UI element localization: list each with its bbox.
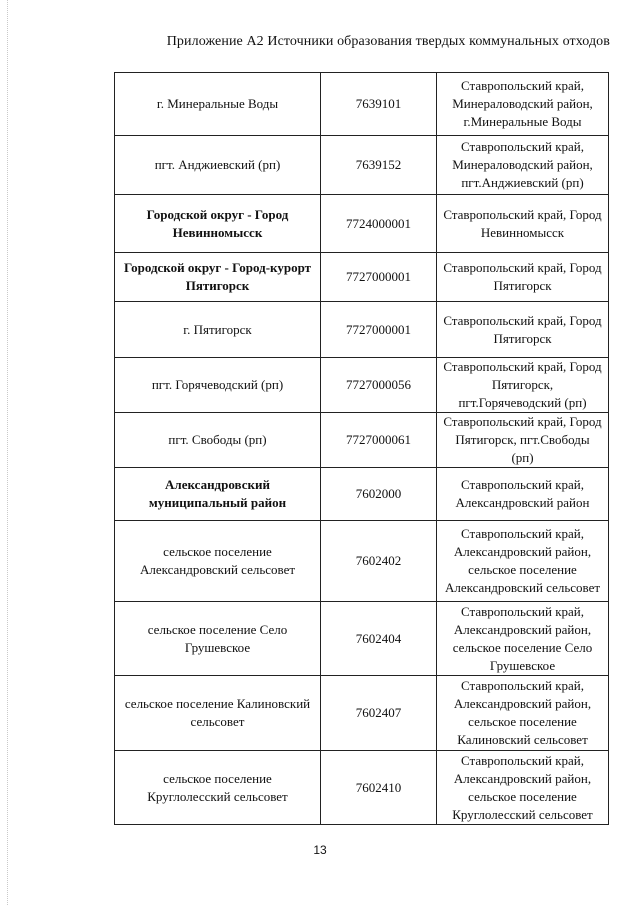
municipality-name-cell: пгт. Свободы (рп) (115, 413, 321, 468)
oktmo-code-cell: 7639101 (321, 73, 437, 136)
municipality-name-cell: Городской округ - Город Невинномысск (115, 195, 321, 253)
municipality-name-cell: сельское поселение Александровский сельсовет (115, 521, 321, 602)
table-row (115, 73, 609, 136)
address-cell: Ставропольский край, Минераловодский район, пгт.Анджиевский (рп) (437, 136, 609, 195)
oktmo-code-cell: 7727000056 (321, 358, 437, 413)
address-cell: Ставропольский край, Александровский район, сельское поселение Село Грушевское (437, 602, 609, 676)
oktmo-code-cell: 7602410 (321, 751, 437, 825)
municipality-name-cell: пгт. Горячеводский (рп) (115, 358, 321, 413)
municipality-name-cell: Александровский муниципальный район (115, 468, 321, 521)
page-edge-line (7, 0, 8, 905)
address-cell: Ставропольский край, Город Пятигорск (437, 302, 609, 358)
oktmo-code-cell: 7724000001 (321, 195, 437, 253)
page-number: 13 (313, 843, 327, 857)
address-cell: Ставропольский край, Александровский район (437, 468, 609, 521)
address-cell: Ставропольский край, Александровский район, сельское поселение Калиновский сельсовет (437, 676, 609, 751)
table-row (115, 302, 609, 358)
address-cell: Ставропольский край, Город Невинномысск (437, 195, 609, 253)
table-row (115, 195, 609, 253)
oktmo-code-cell: 7602407 (321, 676, 437, 751)
oktmo-code-cell: 7602404 (321, 602, 437, 676)
address-cell: Ставропольский край, Город Пятигорск, пгт.Свободы (рп) (437, 413, 609, 468)
municipality-name-cell: пгт. Анджиевский (рп) (115, 136, 321, 195)
sources-table (114, 72, 609, 825)
municipality-name-cell: г. Минеральные Воды (115, 73, 321, 136)
table-row (115, 468, 609, 521)
address-cell: Ставропольский край, Город Пятигорск (437, 253, 609, 302)
oktmo-code-cell: 7602402 (321, 521, 437, 602)
oktmo-code-cell: 7602000 (321, 468, 437, 521)
municipality-name-cell: сельское поселение Круглолесский сельсовет (115, 751, 321, 825)
address-cell: Ставропольский край, Александровский район, сельское поселение Александровский сельсовет (437, 521, 609, 602)
oktmo-code-cell: 7727000001 (321, 253, 437, 302)
oktmo-code-cell: 7727000001 (321, 302, 437, 358)
oktmo-code-cell: 7727000061 (321, 413, 437, 468)
table-row (115, 253, 609, 302)
address-cell: Ставропольский край, Александровский район, сельское поселение Круглолесский сельсовет (437, 751, 609, 825)
table-row (115, 358, 609, 413)
address-cell: Ставропольский край, Минераловодский район, г.Минеральные Воды (437, 73, 609, 136)
oktmo-code-cell: 7639152 (321, 136, 437, 195)
table-row (115, 136, 609, 195)
table-row (115, 751, 609, 825)
table-row (115, 676, 609, 751)
sources-table-body (115, 73, 609, 825)
table-row (115, 413, 609, 468)
address-cell: Ставропольский край, Город Пятигорск, пгт.Горячеводский (рп) (437, 358, 609, 413)
table-row (115, 602, 609, 676)
municipality-name-cell: г. Пятигорск (115, 302, 321, 358)
municipality-name-cell: Городской округ - Город-курорт Пятигорск (115, 253, 321, 302)
table-row (115, 521, 609, 602)
municipality-name-cell: сельское поселение Село Грушевское (115, 602, 321, 676)
appendix-title: Приложение А2 Источники образования твердых коммунальных отходов (166, 34, 610, 49)
municipality-name-cell: сельское поселение Калиновский сельсовет (115, 676, 321, 751)
